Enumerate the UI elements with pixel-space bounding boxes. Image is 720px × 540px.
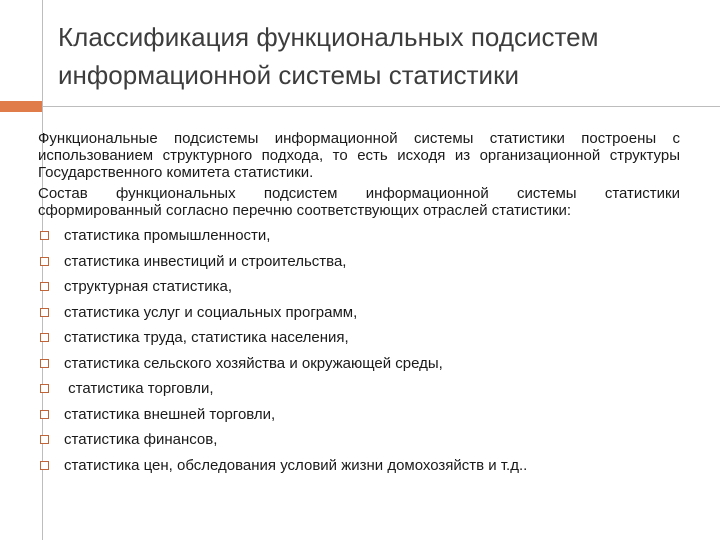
subsystem-list bbox=[38, 223, 680, 478]
list-item: статистика промышленности, bbox=[38, 223, 680, 249]
square-bullet-icon bbox=[40, 282, 49, 291]
square-bullet-icon bbox=[40, 257, 49, 266]
list-item: статистика цен, обследования условий жизни домохозяйств и т.д.. bbox=[38, 453, 680, 479]
square-bullet-icon bbox=[40, 333, 49, 342]
square-bullet-icon bbox=[40, 359, 49, 368]
list-item: структурная статистика, bbox=[38, 274, 680, 300]
intro-paragraph: Функциональные подсистемы информационной системы статистики построены с использованием структурного подхода, то есть исходя из организационной структуры Государственного комитета статистики. bbox=[38, 130, 680, 181]
left-margin-bar bbox=[0, 0, 42, 540]
list-item: статистика труда, статистика населения, bbox=[38, 325, 680, 351]
square-bullet-icon bbox=[40, 231, 49, 240]
accent-block bbox=[0, 101, 42, 112]
square-bullet-icon bbox=[40, 410, 49, 419]
list-item: статистика внешней торговли, bbox=[38, 402, 680, 428]
composition-paragraph: Состав функциональных подсистем информационной системы статистики сформированный согласно перечню соответствующих отраслей статистики: bbox=[38, 185, 680, 219]
slide-title: Классификация функциональных подсистем информационной системы статистики bbox=[58, 22, 599, 90]
list-item: статистика инвестиций и строительства, bbox=[38, 249, 680, 275]
square-bullet-icon bbox=[40, 435, 49, 444]
square-bullet-icon bbox=[40, 384, 49, 393]
square-bullet-icon bbox=[40, 461, 49, 470]
slide-body bbox=[38, 130, 680, 478]
title-divider bbox=[0, 106, 720, 107]
square-bullet-icon bbox=[40, 308, 49, 317]
list-item: статистика сельского хозяйства и окружающей среды, bbox=[38, 351, 680, 377]
list-item: статистика торговли, bbox=[38, 376, 680, 402]
list-item: статистика финансов, bbox=[38, 427, 680, 453]
list-item: статистика услуг и социальных программ, bbox=[38, 300, 680, 326]
